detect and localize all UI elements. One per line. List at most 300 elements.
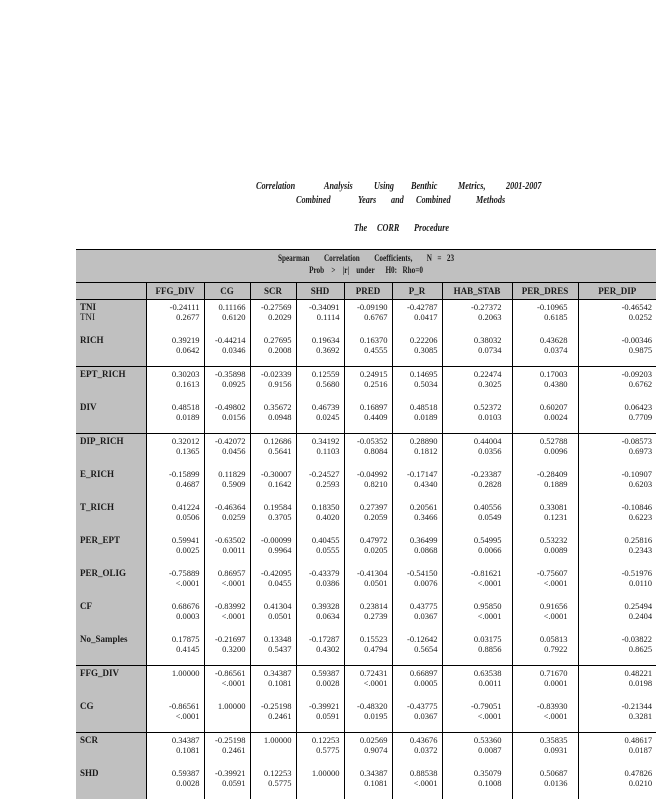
row-label [76,632,146,666]
p-value: 0.0187 [628,745,653,755]
coefficient-value: -0.24111 [169,302,200,312]
p-value: 0.0555 [316,545,340,555]
coefficient-value: 0.52372 [473,402,502,412]
p-value: 0.0025 [176,545,200,555]
p-value: 0.0195 [364,711,388,721]
row-label-text: CG [80,701,94,711]
p-value: 0.0005 [414,678,438,688]
coefficient-value: 0.23814 [359,601,388,611]
correlation-cell [250,367,296,401]
coefficient-value: 0.15523 [359,634,388,644]
coefficient-value: 0.48221 [624,668,653,678]
coefficient-value: 0.48617 [624,735,653,745]
correlation-cell [344,733,392,767]
correlation-cell [442,766,512,799]
coefficient-value: 0.48518 [171,402,200,412]
coefficient-value: -0.83930 [537,701,568,711]
correlation-cell [578,367,656,401]
p-value: 0.0372 [414,745,438,755]
correlation-cell [392,733,442,767]
row-label [76,766,146,799]
p-value: 0.1642 [268,479,292,489]
correlation-cell [146,733,204,767]
correlation-cell [146,766,204,799]
p-value: 0.0011 [222,545,246,555]
p-value: 0.0501 [268,611,292,621]
column-header: PER_DIP [578,283,656,300]
p-value: <.0001 [221,578,246,588]
correlation-cell [442,566,512,599]
p-value: 0.3466 [414,512,438,522]
correlation-cell [578,632,656,666]
p-value: 0.0367 [414,611,438,621]
table-row [76,566,656,599]
coefficient-value: -0.10907 [621,469,653,479]
p-value: 0.6973 [628,446,653,456]
coefficient-value: 0.54995 [473,535,502,545]
correlation-cell [146,632,204,666]
row-label-text: CF [80,601,92,611]
title-word: Metrics, [458,181,486,192]
correlation-cell [392,333,442,367]
p-value: 0.0642 [176,345,200,355]
p-value: 0.0245 [316,412,340,422]
coefficient-value: 1.00000 [171,668,200,678]
coefficient-value: 0.88538 [409,768,438,778]
correlation-cell [442,434,512,468]
correlation-cell [146,699,204,733]
p-value: <.0001 [543,578,568,588]
correlation-cell [392,467,442,500]
title-word: Using [374,181,395,192]
correlation-cell [146,300,204,334]
p-value: 0.0210 [628,778,653,788]
coefficient-value: -0.51976 [621,568,653,578]
correlation-cell [250,766,296,799]
coefficient-value: 0.43628 [539,335,568,345]
title-word: CORR [377,223,400,234]
correlation-cell [442,300,512,334]
p-value: 0.0076 [414,578,438,588]
correlation-cell [578,300,656,334]
title-word: Correlation [256,181,296,192]
correlation-cell [296,367,344,401]
correlation-cell [296,500,344,533]
correlation-cell [204,566,250,599]
table-row [76,632,656,666]
corner-cell [76,283,146,300]
p-value: 0.6203 [628,479,653,489]
table-row [76,367,656,401]
p-value: <.0001 [543,611,568,621]
correlation-cell [578,766,656,799]
coefficient-value: 0.12686 [263,436,292,446]
p-value: 0.4794 [364,644,388,654]
coefficient-value: 0.35672 [263,402,292,412]
coefficient-value: -0.41304 [357,568,388,578]
correlation-cell [344,632,392,666]
p-value: 0.5909 [222,479,246,489]
p-value: 0.0925 [222,379,246,389]
correlation-cell [250,666,296,700]
p-value: 0.1103 [316,446,340,456]
coefficient-value: 0.30203 [171,369,200,379]
table-row [76,533,656,566]
correlation-cell [250,500,296,533]
correlation-cell [578,599,656,632]
correlation-cell [512,400,578,434]
correlation-cell [512,632,578,666]
p-value: 0.6223 [628,512,653,522]
coefficient-value: 0.19584 [263,502,292,512]
p-value: <.0001 [221,678,246,688]
row-label-text: PER_EPT [80,535,121,545]
correlation-cell [442,367,512,401]
correlation-cell [442,699,512,733]
coefficient-value: 0.66897 [409,668,438,678]
coefficient-value: -0.25198 [215,735,246,745]
p-value: 0.0024 [544,412,568,422]
correlation-cell [512,367,578,401]
coefficient-value: 0.40556 [473,502,502,512]
p-value: 0.7922 [544,644,568,654]
correlation-cell [512,733,578,767]
p-value: <.0001 [477,611,502,621]
p-value: 0.0591 [316,711,340,721]
coefficient-value: 0.05813 [539,634,568,644]
p-value: 0.0066 [478,545,502,555]
coefficient-value: 0.43676 [409,735,438,745]
p-value: 0.9156 [268,379,292,389]
row-label-text: No_Samples [80,634,128,644]
p-value: 0.2593 [316,479,340,489]
table-body [76,300,656,800]
row-label-text: TNI [80,302,97,312]
p-value: <.0001 [175,578,200,588]
coefficient-value: -0.05352 [357,436,388,446]
correlation-cell [250,434,296,468]
p-value: 0.2343 [628,545,653,555]
coefficient-value: -0.34091 [309,302,340,312]
p-value: 0.0028 [176,778,200,788]
coefficient-value: -0.63502 [215,535,246,545]
p-value: <.0001 [477,578,502,588]
correlation-cell [442,333,512,367]
coefficient-value: -0.81621 [471,568,502,578]
coefficient-value: -0.35898 [215,369,246,379]
p-value: 0.0386 [316,578,340,588]
coefficient-value: -0.08573 [621,436,653,446]
column-header: PER_DRES [512,283,578,300]
correlation-cell [392,599,442,632]
correlation-cell [512,599,578,632]
correlation-cell [578,333,656,367]
p-value: 0.2008 [268,345,292,355]
correlation-cell [512,533,578,566]
coefficient-value: -0.17147 [407,469,438,479]
p-value: 0.2063 [478,312,502,322]
p-value: 0.0948 [268,412,292,422]
correlation-cell [578,699,656,733]
coefficient-value: 0.02569 [359,735,388,745]
correlation-cell [392,533,442,566]
row-label-text: DIP_RICH [80,436,124,446]
p-value: 0.0096 [544,446,568,456]
p-value: 0.5641 [268,446,292,456]
correlation-cell [146,500,204,533]
p-value: 0.0001 [544,678,568,688]
p-value: 0.1008 [478,778,502,788]
p-value: 0.7709 [628,412,653,422]
p-value: 0.9074 [364,745,388,755]
p-value: 0.0506 [176,512,200,522]
table-caption [76,250,656,283]
table-row [76,467,656,500]
column-header-row [76,283,656,300]
caption-line-2: Prob > |r| under H0: Rho=0 [309,265,423,275]
coefficient-value: 1.00000 [217,701,246,711]
correlation-cell [204,367,250,401]
coefficient-value: 0.16370 [359,335,388,345]
correlation-cell [392,666,442,700]
table-row [76,300,656,334]
coefficient-value: 0.43775 [409,601,438,611]
coefficient-value: -0.54150 [407,568,438,578]
p-value: 0.3025 [478,379,502,389]
p-value: 0.0087 [478,745,502,755]
p-value: 0.2029 [268,312,292,322]
correlation-cell [250,699,296,733]
coefficient-value: -0.75607 [537,568,568,578]
p-value: 0.1081 [364,778,388,788]
correlation-cell [296,632,344,666]
p-value: <.0001 [363,678,388,688]
correlation-cell [344,434,392,468]
table-row [76,666,656,700]
coefficient-value: 0.52788 [539,436,568,446]
correlation-cell [204,300,250,334]
table-row [76,434,656,468]
coefficient-value: -0.75889 [169,568,200,578]
coefficient-value: 0.27695 [263,335,292,345]
p-value: 0.0198 [628,678,653,688]
p-value: 0.2404 [628,611,653,621]
coefficient-value: -0.02339 [261,369,292,379]
row-label [76,599,146,632]
correlation-cell [512,300,578,334]
correlation-cell [146,367,204,401]
correlation-cell [442,599,512,632]
correlation-cell [250,333,296,367]
correlation-cell [442,400,512,434]
row-label-text: EPT_RICH [80,369,126,379]
p-value: 0.4555 [364,345,388,355]
p-value: 0.4687 [176,479,200,489]
row-label [76,533,146,566]
coefficient-value: 0.39328 [311,601,340,611]
row-label-text: SCR [80,735,99,745]
coefficient-value: -0.39921 [215,768,246,778]
correlation-cell [344,333,392,367]
correlation-cell [250,300,296,334]
p-value: 0.5680 [316,379,340,389]
p-value: 0.6185 [544,312,568,322]
p-value: 0.0455 [268,578,292,588]
coefficient-value: 0.41304 [263,601,292,611]
correlation-cell [512,434,578,468]
correlation-cell [204,599,250,632]
coefficient-value: 1.00000 [263,735,292,745]
p-value: 0.0136 [544,778,568,788]
p-value: 0.3200 [222,644,246,654]
row-label [76,333,146,367]
p-value: 0.6767 [364,312,388,322]
p-value: <.0001 [477,711,502,721]
correlation-cell [250,566,296,599]
correlation-cell [392,500,442,533]
correlation-cell [146,467,204,500]
coefficient-value: 0.22206 [409,335,438,345]
p-value: 0.0103 [478,412,502,422]
correlation-cell [204,766,250,799]
coefficient-value: 0.06423 [624,402,653,412]
p-value: 0.1231 [544,512,568,522]
p-value: 0.0205 [364,545,388,555]
correlation-cell [250,533,296,566]
p-value: 0.3085 [414,345,438,355]
coefficient-value: 0.39219 [171,335,200,345]
correlation-cell [146,533,204,566]
coefficient-value: 0.86957 [217,568,246,578]
p-value: 0.8210 [364,479,388,489]
correlation-cell [204,434,250,468]
correlation-cell [204,733,250,767]
p-value: 0.4380 [544,379,568,389]
coefficient-value: 0.25816 [624,535,653,545]
correlation-cell [578,666,656,700]
coefficient-value: -0.42787 [407,302,438,312]
correlation-cell [578,467,656,500]
column-header: PRED [344,283,392,300]
title-word: Methods [476,195,506,206]
p-value: 0.0110 [629,578,653,588]
correlation-cell [344,699,392,733]
coefficient-value: 0.46739 [311,402,340,412]
coefficient-value: 0.11829 [218,469,246,479]
correlation-cell [512,566,578,599]
coefficient-value: -0.43775 [407,701,438,711]
p-value: <.0001 [413,778,438,788]
correlation-cell [442,666,512,700]
caption-line-1: Spearman Correlation Coefficients, N = 23 [277,253,455,263]
row-label-text: RICH [80,335,104,345]
coefficient-value: 0.27397 [359,502,388,512]
correlation-cell [578,733,656,767]
p-value: 0.1365 [176,446,200,456]
coefficient-value: -0.46542 [621,302,653,312]
p-value: 0.0346 [222,345,246,355]
table-row [76,333,656,367]
correlation-cell [204,400,250,434]
correlation-cell [146,566,204,599]
p-value: 0.4302 [316,644,340,654]
correlation-cell [442,733,512,767]
coefficient-value: 0.59941 [171,535,200,545]
coefficient-value: -0.03822 [621,634,653,644]
coefficient-value: -0.79051 [471,701,502,711]
correlation-cell [578,500,656,533]
coefficient-value: -0.27569 [261,302,292,312]
correlation-cell [392,766,442,799]
p-value: 0.0003 [176,611,200,621]
p-value: 0.0189 [414,412,438,422]
p-value: 0.0189 [176,412,200,422]
coefficient-value: -0.86561 [169,701,200,711]
correlation-cell [296,434,344,468]
correlation-cell [204,500,250,533]
table-row [76,400,656,434]
p-value: 0.0011 [478,678,502,688]
coefficient-value: -0.46364 [215,502,246,512]
p-value: 0.0501 [364,578,388,588]
column-header: CG [204,283,250,300]
correlation-cell [392,632,442,666]
correlation-cell [296,733,344,767]
coefficient-value: 0.53360 [473,735,502,745]
coefficient-value: -0.10965 [537,302,568,312]
coefficient-value: 1.00000 [311,768,340,778]
coefficient-value: 0.12559 [311,369,340,379]
correlation-cell [296,766,344,799]
coefficient-value: 0.32012 [171,436,200,446]
p-value: 0.5775 [268,778,292,788]
coefficient-value: 0.11166 [218,302,246,312]
p-value: 0.5437 [268,644,292,654]
table-row [76,699,656,733]
coefficient-value: -0.43379 [309,568,340,578]
row-label [76,300,146,334]
p-value: 0.1889 [544,479,568,489]
coefficient-value: 0.68676 [171,601,200,611]
coefficient-value: -0.04992 [357,469,388,479]
p-value: 0.0356 [478,446,502,456]
coefficient-value: 0.41224 [171,502,200,512]
coefficient-value: -0.27372 [471,302,502,312]
coefficient-value: -0.86561 [215,668,246,678]
coefficient-value: -0.42072 [215,436,246,446]
coefficient-value: -0.30007 [261,469,292,479]
p-value: 0.5775 [316,745,340,755]
p-value: 0.4020 [316,512,340,522]
coefficient-value: -0.42095 [261,568,292,578]
p-value: 0.0367 [414,711,438,721]
correlation-cell [296,533,344,566]
coefficient-value: -0.23387 [471,469,502,479]
column-header: P_R [392,283,442,300]
p-value: 0.2461 [222,745,246,755]
correlation-cell [442,467,512,500]
coefficient-value: -0.00099 [261,535,292,545]
coefficient-value: -0.83992 [215,601,246,611]
title-word: 2001-2007 [506,181,542,192]
correlation-cell [392,367,442,401]
correlation-cell [204,333,250,367]
correlation-cell [442,500,512,533]
correlation-cell [250,632,296,666]
row-label [76,434,146,468]
row-label [76,400,146,434]
correlation-cell [344,300,392,334]
